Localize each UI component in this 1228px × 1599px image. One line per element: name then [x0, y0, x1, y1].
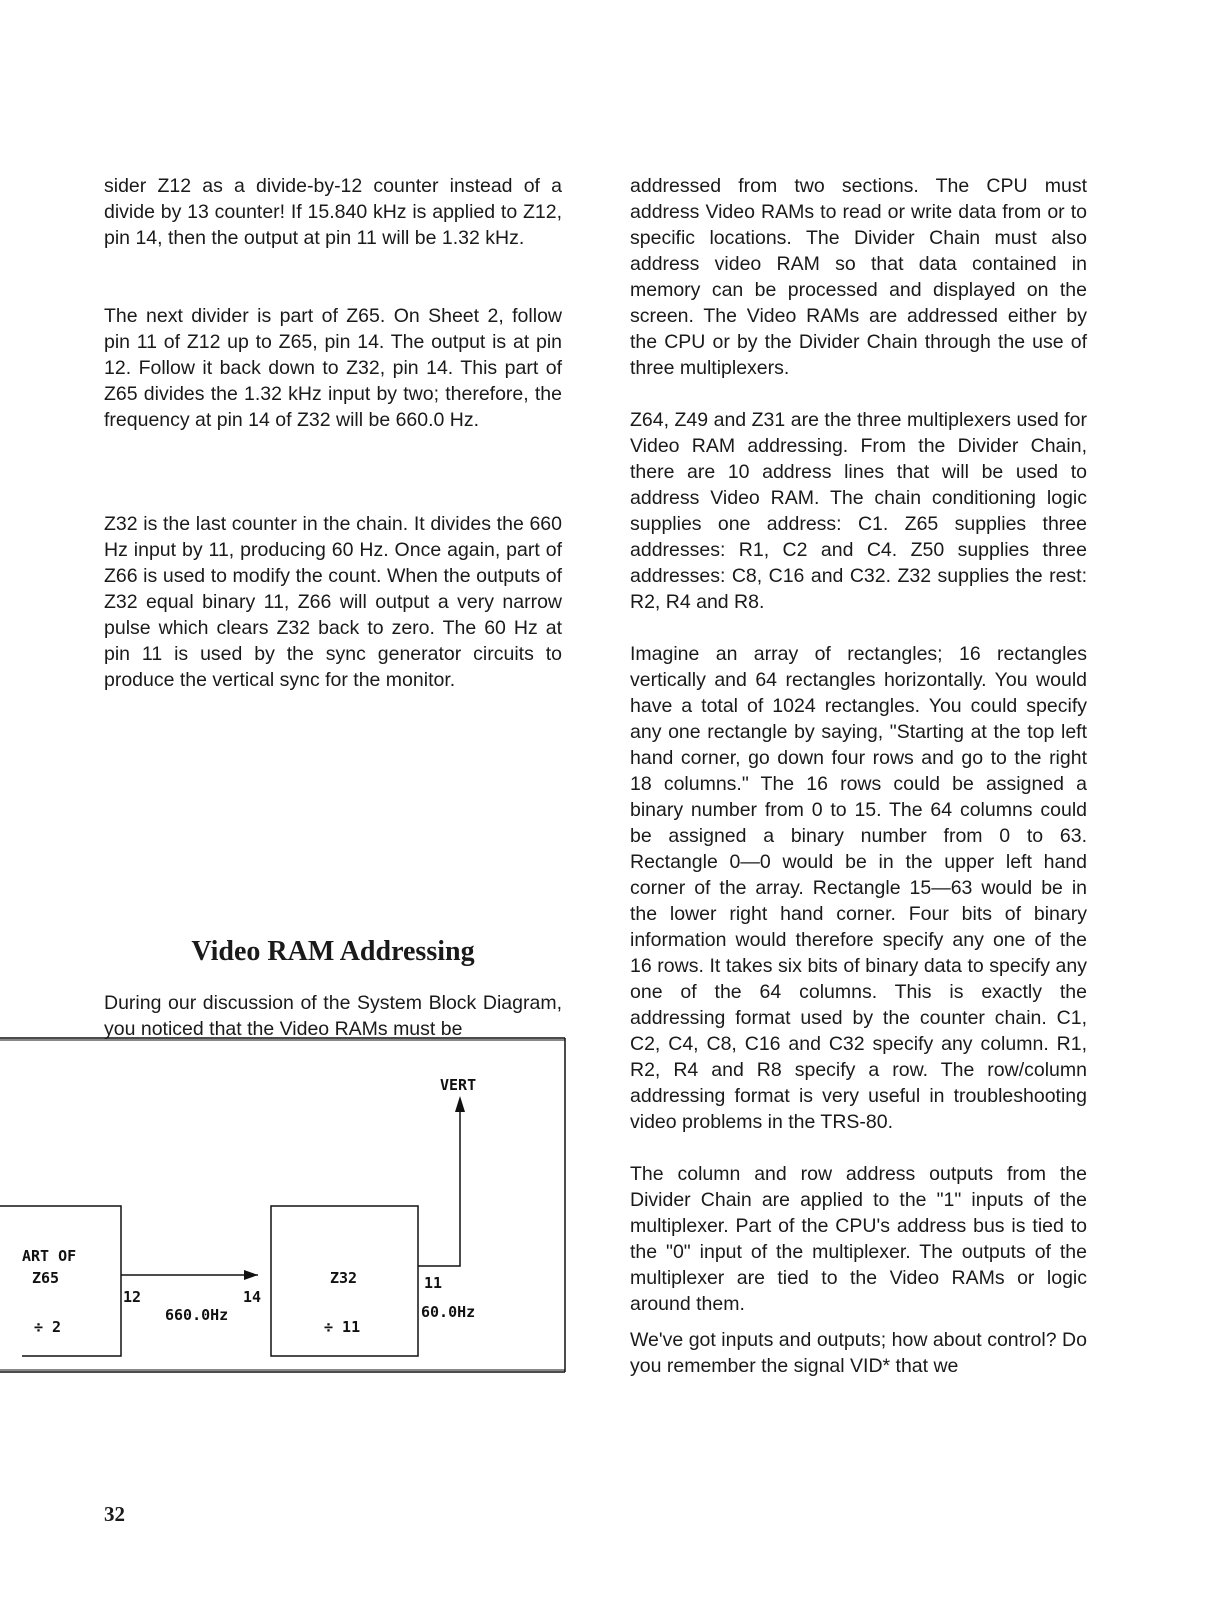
pin-14-label: 14	[243, 1288, 262, 1306]
left-column	[104, 173, 562, 693]
paragraph: The next divider is part of Z65. On Sheet 2, follow pin 11 of Z12 up to Z65, pin 14. The output is at pin 12. Follow it back down to Z32, pin 14. This part of Z65 divides the 1.32 kHz input by two; therefore, the frequency at pin 14 of Z32 will be 660.0 Hz.	[104, 305, 562, 431]
block-z65-divisor: ÷ 2	[34, 1318, 62, 1336]
paragraph: sider Z12 as a divide-by-12 counter instead of a divide by 13 counter! If 15.840 kHz is applied to Z12, pin 14, then the output at pin 11 will be 1.32 kHz.	[104, 175, 562, 249]
paragraph: We've got inputs and outputs; how about control? Do you remember the signal VID* that we	[630, 1329, 1087, 1377]
paragraph: Z32 is the last counter in the chain. It divides the 660 Hz input by 11, producing 60 Hz. Once again, part of Z66 is used to modify the count. When the outputs of Z32 equal binary 11, Z66 will output a very narrow pulse which clears Z32 back to zero. The 60 Hz at pin 11 is used by the sync generator circuits to produce the vertical sync for the monitor.	[104, 513, 562, 691]
frequency-60hz-label: 60.0Hz	[421, 1303, 476, 1321]
connection-60hz	[418, 1112, 460, 1266]
arrow-head	[244, 1270, 258, 1280]
block-z32-label: Z32	[330, 1269, 358, 1287]
paragraph: Imagine an array of rectangles; 16 rectangles vertically and 64 rectangles horizontally. You would have a total of 1024 rectangles. You could specify any one rectangle by saying, "Starting at the top left hand corner, go down four rows and go to the right 18 columns." The 16 rows could be assigned a binary number from 0 to 15. The 64 columns could be assigned a binary number from 0 to 63. Rectangle 0—0 would be in the upper left hand corner of the array. Rectangle 15—63 would be in the lower right hand corner. Four bits of binary information would therefore specify any one of the 16 rows. It takes six bits of binary data to specify any one of the 64 columns. This is exactly the addressing format used by the counter chain. C1, C2, C4, C8, C16 and C32 specify any column. R1, R2, R4 and R8 specify a row. The row/column addressing format is very useful in troubleshooting video problems in the TRS-80.	[630, 643, 1087, 1133]
right-column	[630, 173, 1087, 1379]
block-z65-label-1: ART OF	[22, 1247, 77, 1265]
paragraph: During our discussion of the System Block Diagram, you noticed that the Video RAMs must be	[104, 992, 562, 1040]
divider-chain-diagram	[0, 1030, 570, 1390]
block-z65-label-2: Z65	[32, 1269, 60, 1287]
block-z32-divisor: ÷ 11	[324, 1318, 361, 1336]
pin-12-label: 12	[123, 1288, 142, 1306]
arrow-head-vert	[455, 1096, 465, 1112]
frequency-660hz-label: 660.0Hz	[165, 1306, 229, 1324]
paragraph: Z64, Z49 and Z31 are the three multiplexers used for Video RAM addressing. From the Divider Chain, there are 10 address lines that will be used to address Video RAM. The chain conditioning logic supplies one address: C1. Z65 supplies three addresses: R1, C2 and C4. Z50 supplies three addresses: C8, C16 and C32. Z32 supplies the rest: R2, R4 and R8.	[630, 409, 1087, 613]
page-number: 32	[104, 1502, 125, 1526]
paragraph: addressed from two sections. The CPU must address Video RAMs to read or write data from or to specific locations. The Divider Chain must also address video RAM so that data contained in memory can be processed and displayed on the screen. The Video RAMs are addressed either by the CPU or by the Divider Chain through the use of three multiplexers.	[630, 175, 1087, 379]
paragraph: The column and row address outputs from the Divider Chain are applied to the "1" inputs of the multiplexer. Part of the CPU's address bus is tied to the "0" input of the multiplexer. The outputs of the multiplexer are tied to the Video RAMs or logic around them.	[630, 1163, 1087, 1315]
vert-label: VERT	[440, 1076, 477, 1094]
section-heading: Video RAM Addressing	[191, 936, 475, 967]
pin-11-label: 11	[424, 1274, 443, 1292]
